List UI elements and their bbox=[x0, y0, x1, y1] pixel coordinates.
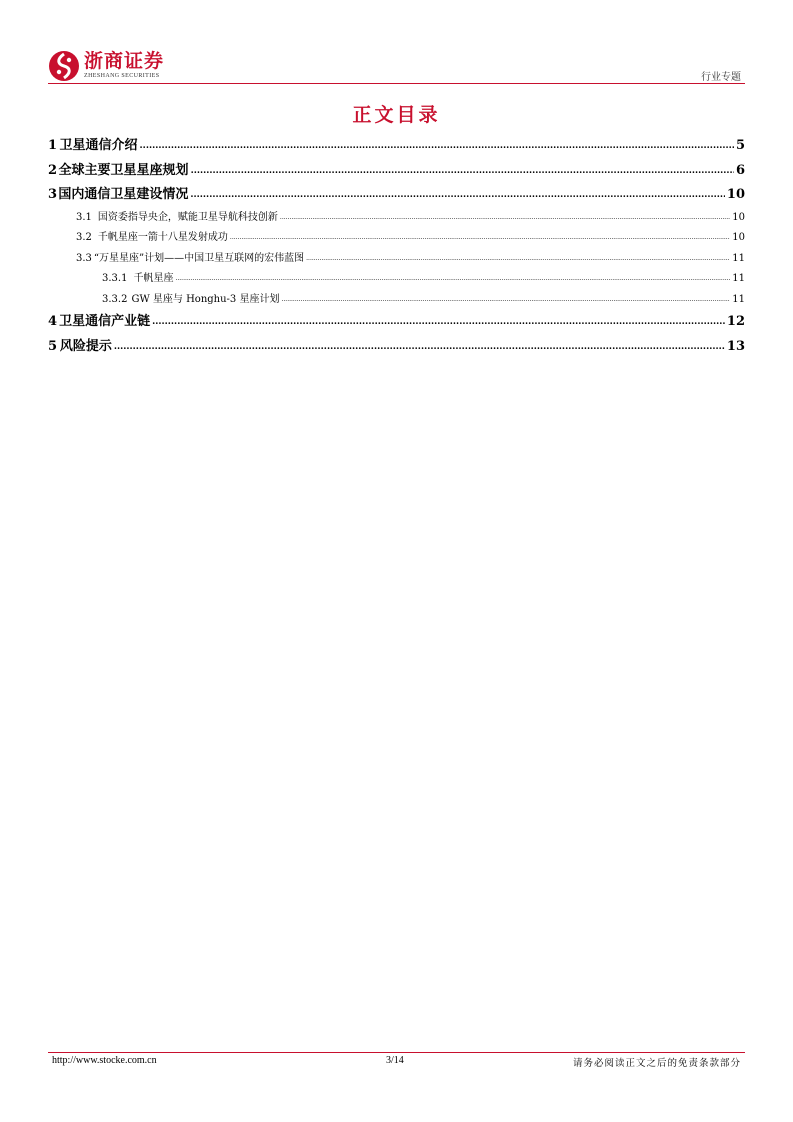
toc-entry[interactable] bbox=[48, 134, 745, 159]
toc-leader-dots bbox=[114, 342, 725, 352]
toc-entry[interactable] bbox=[48, 310, 745, 335]
toc-entry-page: 5 bbox=[735, 138, 745, 153]
report-type: 行业专题 bbox=[701, 72, 741, 83]
toc-entry-number: 3.3 bbox=[76, 252, 92, 264]
toc-leader-dots bbox=[281, 296, 730, 303]
toc-subentry[interactable] bbox=[48, 228, 745, 249]
toc-leader-dots bbox=[152, 317, 725, 327]
toc-entry-label: “万星星座”计划——中国卫星互联网的宏伟蓝图 bbox=[93, 252, 305, 264]
toc-entry-number: 2 bbox=[48, 162, 58, 178]
table-of-contents bbox=[48, 134, 745, 359]
toc-entry-page: 11 bbox=[732, 293, 745, 305]
toc-subsubentry[interactable] bbox=[48, 290, 745, 311]
page-footer bbox=[48, 1055, 745, 1071]
toc-entry-page: 10 bbox=[726, 187, 745, 202]
toc-entry[interactable] bbox=[48, 335, 745, 360]
toc-entry-page: 6 bbox=[735, 162, 745, 178]
toc-entry-label: 千帆星座一箭十八星发射成功 bbox=[97, 232, 228, 243]
toc-entry-label: GW 星座与 Honghu-3 星座计划 bbox=[131, 293, 280, 305]
toc-leader-dots bbox=[190, 190, 725, 200]
toc-leader-dots bbox=[175, 275, 730, 282]
toc-entry-number: 3 bbox=[48, 187, 58, 202]
toc-subsubentry[interactable] bbox=[48, 269, 745, 290]
footer-divider bbox=[48, 1052, 745, 1053]
toc-leader-dots bbox=[280, 214, 730, 221]
toc-entry-number: 3.3.2 bbox=[102, 293, 128, 305]
toc-entry-label: 卫星通信介绍 bbox=[59, 138, 138, 153]
logo-cn-text: 浙商证券 bbox=[84, 50, 165, 72]
toc-entry-label: 全球主要卫星星座规划 bbox=[58, 162, 189, 178]
company-logo bbox=[48, 50, 164, 82]
logo-en-text: ZHESHANG SECURITIES bbox=[84, 73, 160, 79]
zheshang-logo-icon bbox=[48, 50, 80, 82]
page-number: 3/14 bbox=[386, 1055, 404, 1066]
toc-entry-label: 国资委指导央企，赋能卫星导航科技创新 bbox=[97, 211, 278, 223]
page-title: 正文目录 bbox=[352, 104, 441, 126]
toc-entry-label: 国内通信卫星建设情况 bbox=[58, 187, 189, 202]
toc-entry-page: 13 bbox=[726, 338, 745, 354]
toc-entry-page: 11 bbox=[732, 252, 745, 264]
toc-leader-dots bbox=[230, 234, 730, 241]
toc-leader-dots bbox=[140, 141, 734, 151]
toc-subentry[interactable] bbox=[48, 249, 745, 270]
toc-entry-label: 风险提示 bbox=[59, 338, 112, 354]
toc-entry-page: 10 bbox=[732, 211, 745, 223]
toc-leader-dots bbox=[306, 255, 730, 262]
toc-entry-page: 12 bbox=[726, 314, 745, 329]
toc-entry-page: 10 bbox=[732, 232, 745, 243]
toc-entry-label: 千帆星座 bbox=[133, 273, 174, 284]
header-divider bbox=[48, 83, 745, 84]
toc-entry-number: 1 bbox=[48, 138, 58, 153]
toc-entry[interactable] bbox=[48, 159, 745, 184]
toc-entry-number: 3.2 bbox=[76, 232, 92, 243]
toc-leader-dots bbox=[191, 166, 734, 176]
toc-subentry[interactable] bbox=[48, 208, 745, 229]
toc-entry-number: 5 bbox=[48, 338, 58, 354]
toc-entry-label: 卫星通信产业链 bbox=[59, 314, 151, 329]
toc-entry[interactable] bbox=[48, 183, 745, 208]
toc-entry-number: 4 bbox=[48, 314, 58, 329]
page-header bbox=[48, 48, 745, 84]
website-link[interactable]: http://www.stocke.com.cn bbox=[52, 1055, 157, 1066]
disclaimer-text: 请务必阅读正文之后的免责条款部分 bbox=[572, 1058, 741, 1069]
toc-entry-number: 3.1 bbox=[76, 211, 92, 223]
toc-entry-number: 3.3.1 bbox=[102, 273, 128, 284]
toc-entry-page: 11 bbox=[732, 273, 745, 284]
